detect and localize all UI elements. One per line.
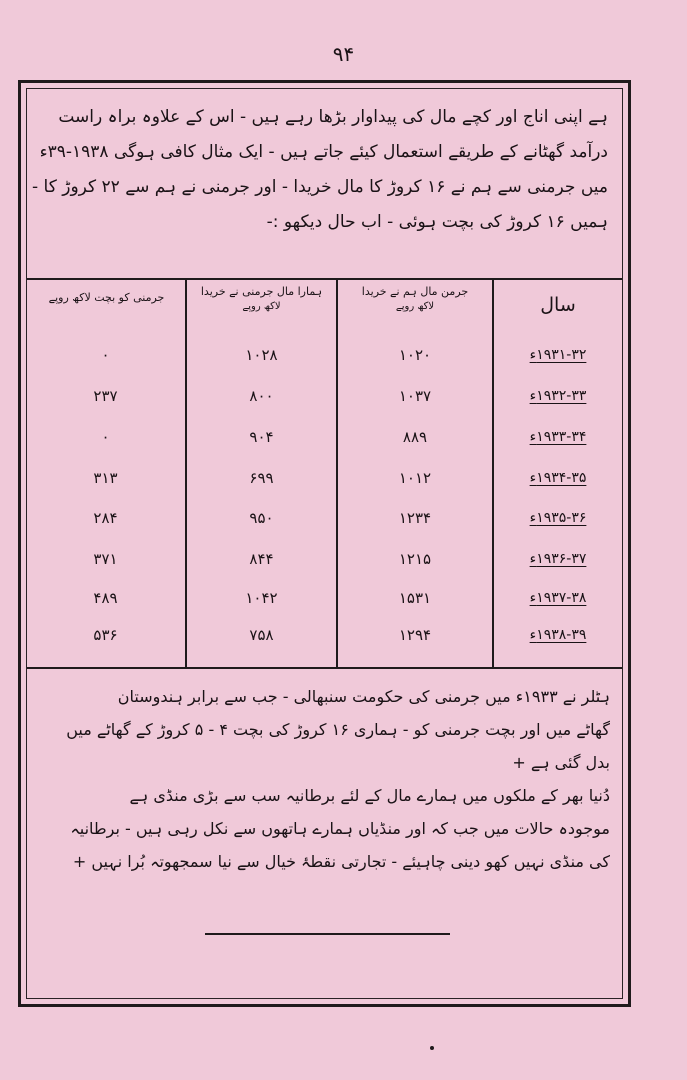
- cell-sold: ۶۹۹: [249, 469, 274, 487]
- table-row: [27, 463, 622, 493]
- outro-line: بدل گئی ہے +: [512, 753, 610, 772]
- cell-savings: ۳۱۳: [93, 469, 118, 487]
- cell-savings: ۴۸۹: [93, 589, 118, 607]
- cell-bought: ۱۰۱۲: [398, 469, 432, 487]
- intro-line: ہے اپنی اناج اور کچے مال کی پیداوار بڑھا رہے ہیں - اس کے علاوہ براہ راست: [58, 107, 608, 127]
- cell-sold: ۱۰۴۲: [245, 589, 278, 607]
- cell-bought: ۱۲۹۴: [398, 626, 432, 644]
- cell-year: ۱۹۳۷-۳۸ء: [529, 590, 587, 606]
- table-row: [27, 340, 622, 370]
- outro-line: دُنیا بھر کے ملکوں میں ہمارے مال کے لئے برطانیہ سب سے بڑی منڈی ہے: [129, 786, 610, 805]
- header-bought-unit: لاکھ روپے: [395, 301, 435, 312]
- table-row: [27, 583, 622, 613]
- intro-paragraph: [32, 100, 608, 265]
- closing-rule: [205, 933, 450, 935]
- outro-line: ہٹلر نے ۱۹۳۳ء میں جرمنی کی حکومت سنبھالی - جب سے برابر ہندوستان: [117, 687, 610, 706]
- header-sold-label: ہمارا مال جرمنی نے خریدا: [200, 285, 323, 298]
- cell-sold: ۷۵۸: [249, 626, 274, 644]
- cell-bought: ۱۰۲۰: [398, 346, 432, 364]
- cell-savings: ۵۳۶: [93, 626, 118, 644]
- header-year: سال: [540, 294, 576, 316]
- outro-line: موجودہ حالات میں جب کہ اور منڈیاں ہمارے ہاتھوں سے نکل رہی ہیں - برطانیہ: [70, 819, 610, 838]
- table-row: [27, 422, 622, 452]
- outro-line: گھاٹے میں اور بچت جرمنی کو - ہماری ۱۶ کروڑ کی بچت ۴ - ۵ کروڑ کے گھاٹے میں: [66, 720, 610, 739]
- cell-year: ۱۹۳۸-۳۹ء: [529, 627, 587, 643]
- cell-sold: ۸۰۰: [249, 387, 274, 405]
- cell-savings: ۳۷۱: [93, 550, 118, 568]
- header-savings: جرمنی کو بچت لاکھ روپے: [48, 291, 165, 304]
- table-row: [27, 544, 622, 574]
- intro-line: ہمیں ۱۶ کروڑ کی بچت ہوئی - اب حال دیکھو :-: [266, 212, 608, 232]
- table-row: [27, 503, 622, 533]
- table-bottom-rule: [27, 667, 622, 669]
- cell-bought: ۱۵۳۱: [398, 589, 432, 607]
- page-number: ۹۴: [332, 42, 355, 66]
- table-row: [27, 620, 622, 650]
- cell-year: ۱۹۳۳-۳۴ء: [529, 429, 587, 445]
- header-sold-unit: لاکھ روپے: [242, 301, 281, 312]
- cell-savings: ۲۸۴: [93, 509, 118, 527]
- outro-line: کی منڈی نہیں کھو دینی چاہیئے - تجارتی نقطۂ خیال سے نیا سمجھوتہ بُرا نہیں +: [72, 852, 610, 871]
- table-row: [27, 381, 622, 411]
- table-top-rule: [27, 278, 622, 280]
- cell-sold: ۱۰۲۸: [245, 346, 278, 364]
- header-bought: [338, 284, 492, 326]
- cell-sold: ۹۵۰: [249, 509, 274, 527]
- cell-bought: ۱۲۳۴: [398, 509, 432, 527]
- cell-sold: ۹۰۴: [249, 428, 274, 446]
- cell-bought: ۸۸۹: [402, 428, 428, 446]
- intro-line: میں جرمنی سے ہم نے ۱۶ کروڑ کا مال خریدا - اور جرمنی نے ہم سے ۲۲ کروڑ کا -: [32, 177, 608, 197]
- cell-year: ۱۹۳۱-۳۲ء: [529, 347, 587, 363]
- intro-line: درآمد گھٹانے کے طریقے استعمال کیئے جاتے ہیں - ایک مثال کافی ہوگی ۱۹۳۸-۳۹ء: [39, 142, 608, 162]
- cell-year: ۱۹۳۲-۳۳ء: [529, 388, 587, 404]
- cell-year: ۱۹۳۵-۳۶ء: [529, 510, 587, 526]
- cell-savings: ۰: [101, 346, 110, 364]
- cell-bought: ۱۲۱۵: [398, 550, 432, 568]
- cell-savings: ۲۳۷: [93, 387, 118, 405]
- header-sold: [187, 284, 336, 326]
- cell-sold: ۸۴۴: [249, 550, 274, 568]
- cell-year: ۱۹۳۶-۳۷ء: [529, 551, 587, 567]
- cell-savings: ۰: [101, 428, 110, 446]
- header-bought-label: جرمن مال ہم نے خریدا: [361, 285, 469, 298]
- cell-bought: ۱۰۳۷: [398, 387, 432, 405]
- ink-dot: [430, 1046, 434, 1050]
- outro-text: [40, 680, 610, 878]
- cell-year: ۱۹۳۴-۳۵ء: [529, 470, 587, 486]
